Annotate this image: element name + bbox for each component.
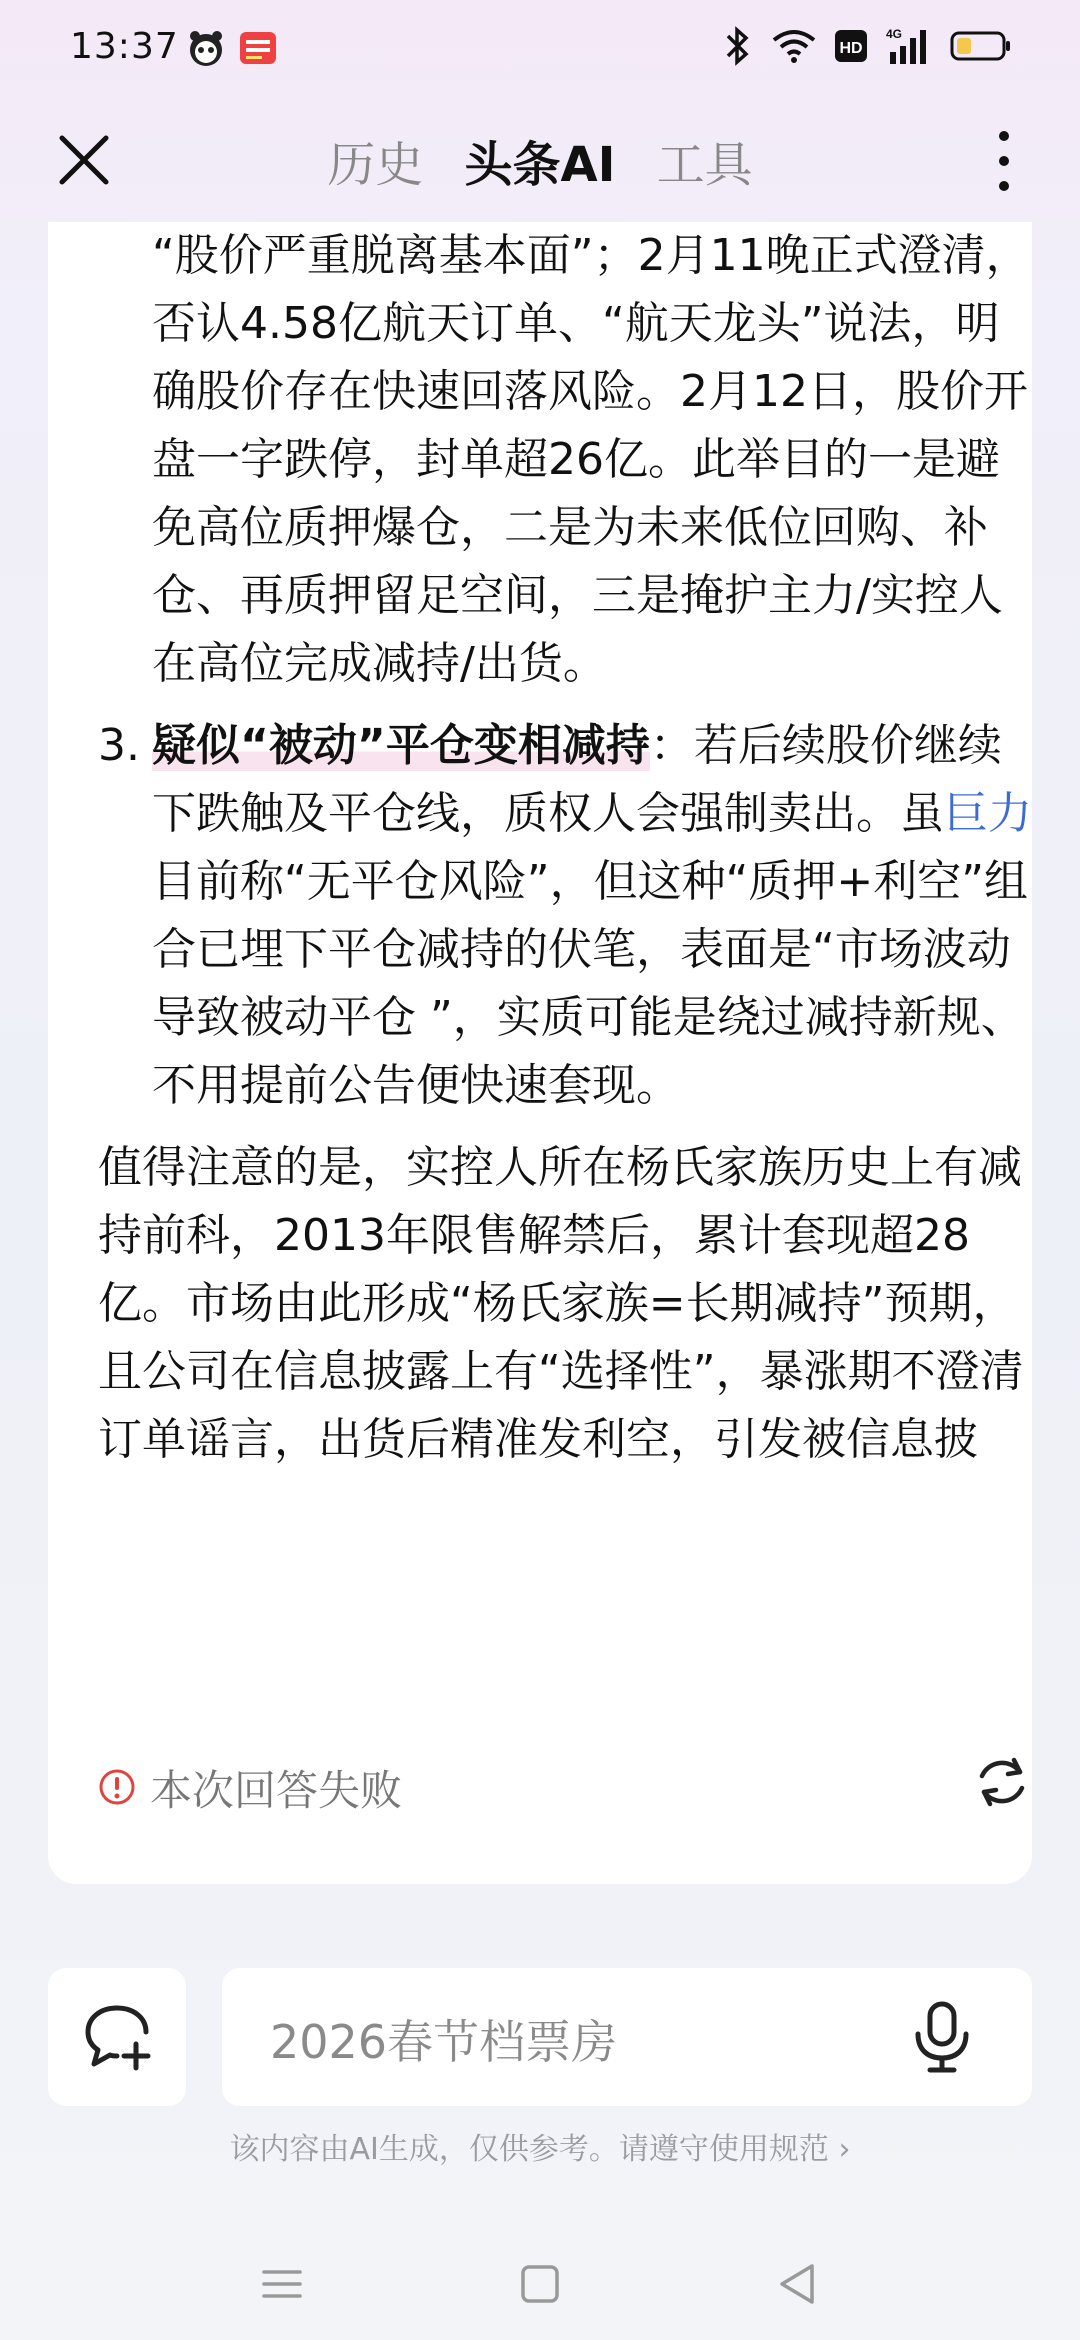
panda-app-icon [186,28,226,68]
bluetooth-icon [720,26,754,66]
tab-tools[interactable]: 工具 [656,137,753,193]
usage-policy-link[interactable]: 请遵守使用规范 › [618,2132,851,2167]
answer-content [98,222,1038,1474]
answer-card [48,222,1032,1884]
list-item-text: ：若后续股价继续下跌触及平仓线，质权人会强制卖出。虽 [152,720,1002,839]
info-error-icon [98,1768,136,1806]
list-item-text-cont: 目前称“无平仓风险”，但这种“质押+利空”组合已埋下平仓减持的伏笔，表面是“市场波动导致被动平仓 ”，实质可能是绕过减持新规、不用提前公告便快速套现。 [152,856,1029,1111]
home-icon[interactable] [510,2254,570,2314]
recent-apps-icon[interactable] [252,2254,312,2314]
status-time: 13:37 [70,26,179,67]
note-paragraph: 值得注意的是，实控人所在杨氏家族历史上有减持前科，2013年限售解禁后，累计套现超28亿。市场由此形成“杨氏家族=长期减持”预期，且公司在信息披露上有“选择性”，暴涨期不澄清订单谣言，出货后精准发利空，引发被信息披 [98,1142,1024,1465]
microphone-icon[interactable] [912,2000,972,2074]
hd-icon [834,28,868,64]
ai-disclaimer [0,2124,1080,2168]
tab-history[interactable]: 历史 [327,137,424,193]
list-item-continuation: “股价严重脱离基本面”；2月11晚正式澄清，否认4.58亿航天订单、“航天龙头”说法，明确股价存在快速回落风险。2月12日，股价开盘一字跌停，封单超26亿。此举目的一是避免高位质押爆仓，二是为未来低位回购、补仓、再质押留足空间，三是掩护主力/实控人在高位完成减持/出货。 [152,230,1030,689]
retry-refresh-icon[interactable] [970,1750,1034,1814]
wifi-icon [772,28,816,64]
disclaimer-text: 该内容由AI生成，仅供参考。 [229,2132,619,2167]
status-icons [720,26,1012,66]
tab-bar [0,126,1080,195]
input-placeholder: 2026春节档票房 [270,2015,618,2069]
list-item-3 [98,712,1038,1120]
failure-text: 本次回答失败 [150,1766,403,1815]
svg-text:4G: 4G [886,27,903,41]
new-chat-button[interactable] [48,1968,186,2106]
system-nav-bar [0,2230,1080,2340]
back-icon[interactable] [768,2254,828,2314]
battery-icon [950,30,1012,62]
list-item-number: 3. [98,720,140,771]
list-item-heading: 疑似“被动”平仓变相减持 [152,720,650,771]
svg-text:HD: HD [839,40,863,57]
entity-link-juli[interactable]: 巨力 [944,788,1032,839]
more-options-icon[interactable] [992,124,1016,198]
status-bar [0,0,1080,96]
4g-signal-icon [886,26,932,66]
top-bar [0,110,1080,210]
tab-toutiao-ai[interactable]: 头条AI [464,137,616,193]
chat-input[interactable] [222,1968,1032,2106]
toutiao-app-icon [238,28,278,68]
new-chat-icon [80,2000,154,2074]
failure-row [98,1754,998,1824]
